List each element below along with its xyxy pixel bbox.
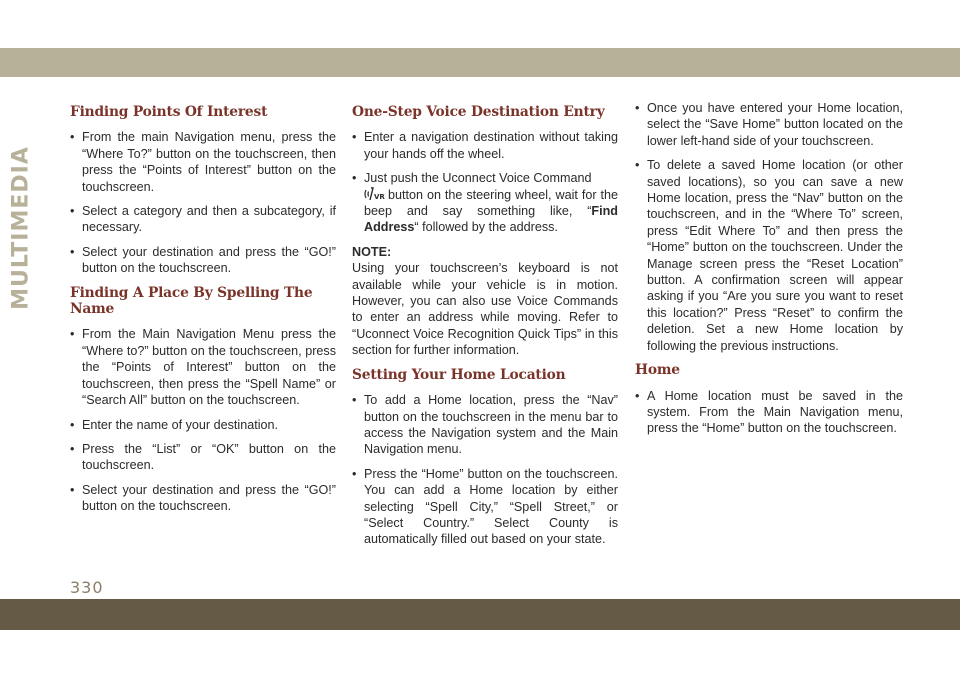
heading-setting-home: Setting Your Home Location <box>352 366 566 383</box>
svg-text:VR: VR <box>374 192 385 201</box>
home-setup-list <box>352 392 618 548</box>
list-item <box>352 170 618 236</box>
list-item: • Select a category and then a subcategory, if necessary. <box>70 203 336 236</box>
list-item: • A Home location must be saved in the system. From the Main Navigation menu, press the “Home” button on the touchscreen. <box>635 388 903 437</box>
section-spell-name <box>70 285 336 515</box>
section-home <box>635 362 903 437</box>
list-item: • Select your destination and press the “GO!” button on the touchscreen. <box>70 244 336 277</box>
list-item: • Press the “Home” button on the touchscreen. You can add a Home location by either selecting “Spell City,” “Spell Street,” or “Select Country.” Select County is automatically filled out based on your state. <box>352 466 618 548</box>
voice-phrase-find-address: Find Address <box>364 204 618 235</box>
section-setting-home <box>352 367 618 548</box>
heading-home: Home <box>635 362 680 379</box>
voice-command-vr-icon <box>364 187 386 201</box>
section-one-step-voice <box>352 104 618 236</box>
heading-one-step-voice: One-Step Voice Destination Entry <box>352 104 605 120</box>
spell-list <box>70 326 336 514</box>
column-2 <box>352 100 618 556</box>
note-body: Using your touchscreen’s keyboard is not available while your vehicle is in motion. However, you can also use Voice Commands to enter an address while moving. Refer to “Uconnect Voice Recognition Quick Tips” in this section for further information. <box>352 261 618 358</box>
bottom-color-band <box>0 599 960 630</box>
note-heading: NOTE: <box>352 244 392 259</box>
list-item: • Select your destination and press the “GO!” button on the touchscreen. <box>70 482 336 515</box>
list-item: • To add a Home location, press the “Nav” button on the touchscreen in the menu bar to access the Navigation system and the Main Navigation menu. <box>352 392 618 458</box>
column-3 <box>635 100 903 445</box>
top-color-band <box>0 48 960 77</box>
note-block <box>352 244 618 359</box>
heading-spell-name: Finding A Place By Spelling The Name <box>70 284 313 318</box>
home-continued-list <box>635 100 903 354</box>
poi-list <box>70 129 336 276</box>
section-side-label: MULTIMEDIA <box>8 146 34 310</box>
list-item: • From the main Navigation menu, press the “Where To?” button on the touchscreen, then press the “Points of Interest” button on the touchscreen. <box>70 129 336 195</box>
column-1 <box>70 100 336 523</box>
list-item: • Once you have entered your Home location, select the “Save Home” button located on the lower left-hand side of your touchscreen. <box>635 100 903 149</box>
list-item: • Press the “List” or “OK” button on the touchscreen. <box>70 441 336 474</box>
home-list <box>635 388 903 437</box>
heading-finding-poi: Finding Points Of Interest <box>70 104 268 120</box>
voice-instruction-start: Just push the Uconnect Voice Command <box>364 171 592 186</box>
onestep-list <box>352 129 618 235</box>
voice-instruction-end: “ followed by the address. <box>414 220 558 235</box>
list-item: • To delete a saved Home location (or other saved locations), so you can save a new Home location, press the “Nav” button on the touchscreen, and in the “Where To” screen, press “Edit Where To” and then press the “Home” button on the touchscreen. Under the Manage screen press the “Reset Location” button. A confirmation screen will appear asking if you “Are you sure you want to reset this location?” Press “Reset” to confirm the deletion. Set a new Home location by following the previous instructions. <box>635 157 903 354</box>
voice-instruction-middle: button on the steering wheel, wait for the beep and say something like, “ <box>364 187 618 219</box>
list-item: • Enter the name of your destination. <box>70 417 336 433</box>
page-number: 330 <box>70 578 104 597</box>
section-finding-poi <box>70 104 336 277</box>
list-item: • Enter a navigation destination without taking your hands off the wheel. <box>352 129 618 162</box>
list-item: • From the Main Navigation Menu press the “Where to?” button on the touchscreen, press the “Points of Interest” button on the touchscreen, then press the “Spell Name” or “Search All” button on the touchscreen. <box>70 326 336 408</box>
